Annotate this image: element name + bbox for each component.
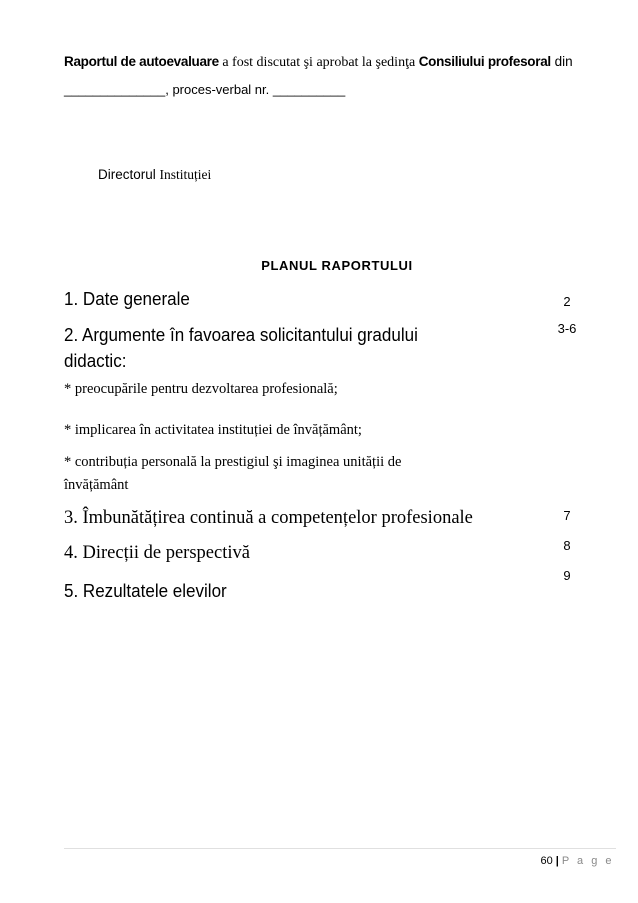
toc-item-1: 1. Date generale [64,288,190,309]
page-ref-5: 9 [563,568,571,583]
toc-item-2-line1: 2. Argumente în favoarea solicitantului gradului [64,324,418,345]
footer-page-word: P a g e [561,855,614,867]
plan-title: PLANUL RAPORTULUI [261,258,413,273]
footer-divider [64,848,616,849]
page-ref-4: 8 [563,538,571,553]
toc-item-2-line2: didactic: [64,350,127,371]
approval-text: a fost discutat şi aprobat la şedinţa [218,55,419,70]
council-name-bold: Consiliului profesoral [418,54,551,69]
director-label: Directorul [98,167,160,182]
toc-item-3: 3. Îmbunătățirea continuă a competențelor profesionale [64,508,473,528]
toc-subitem-3-line1: * contribuția personală la prestigiul şi imaginea unității de [64,454,402,470]
director-signature-line [98,167,211,183]
page-ref-1: 2 [563,294,571,309]
page-footer [541,855,615,867]
toc-item-4: 4. Direcții de perspectivă [64,543,250,563]
approval-tail: din [550,54,573,69]
toc-subitem-3-line2: învățământ [64,477,129,493]
protocol-line: ______________, proces-verbal nr. __________ [64,82,346,97]
toc-subitem-1: * preocupările pentru dezvoltarea profesională; [64,381,338,397]
report-title-bold: Raportul de autoevaluare [64,54,219,69]
footer-page-number: 60 [540,855,553,867]
toc-subitem-2: * implicarea în activitatea instituției de învățământ; [64,422,362,438]
page-ref-2: 3-6 [557,321,577,336]
toc-item-5: 5. Rezultatele elevilor [64,580,227,601]
approval-statement [64,54,573,71]
institution-label: Instituției [159,167,212,182]
footer-separator: | [555,855,559,867]
page-ref-3: 7 [563,508,571,523]
